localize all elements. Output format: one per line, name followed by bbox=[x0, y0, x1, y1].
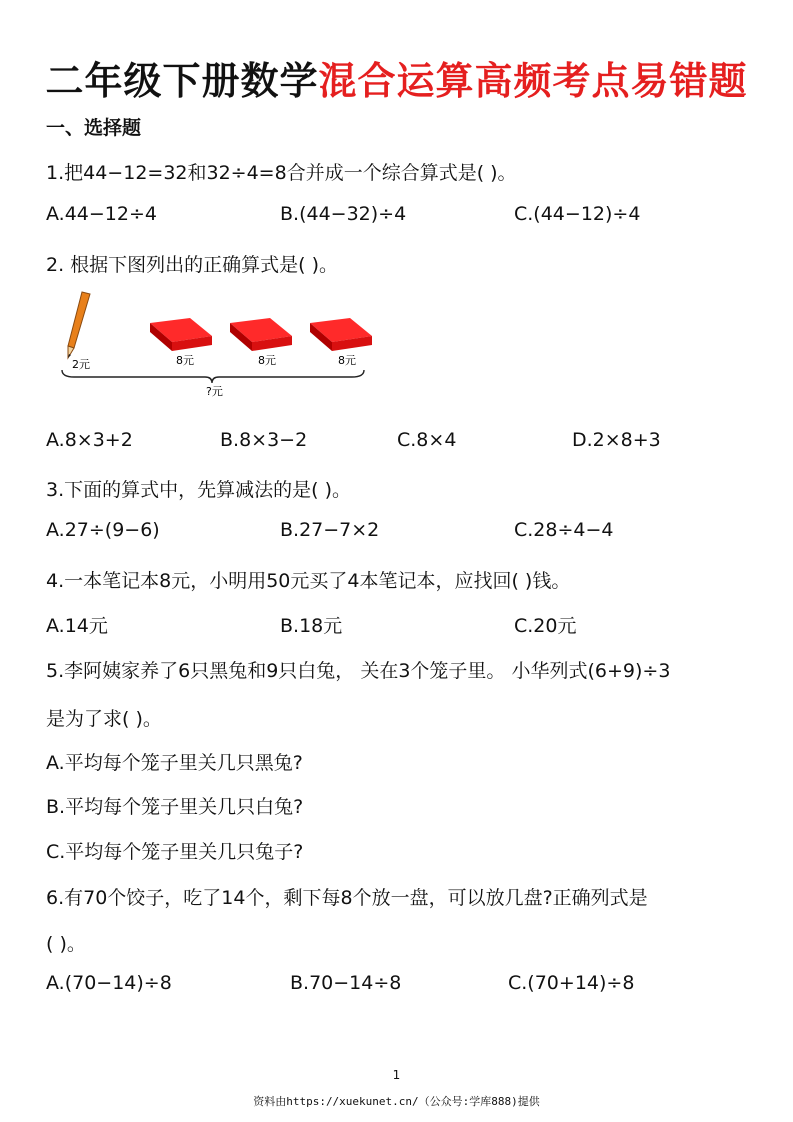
q3-stem: 3.下面的算式中，先算减法的是( )。 bbox=[46, 479, 351, 501]
pencil-icon bbox=[68, 292, 90, 358]
q2-option-a: A.8×3+2 bbox=[46, 429, 133, 451]
q1-option-a: A.44−12÷4 bbox=[46, 203, 157, 225]
q4-option-a: A.14元 bbox=[46, 615, 108, 637]
q4-stem: 4.一本笔记本8元，小明用50元买了4本笔记本，应找回( )钱。 bbox=[46, 570, 571, 592]
total-brace bbox=[62, 370, 364, 383]
q2-option-b: B.8×3−2 bbox=[220, 429, 308, 451]
q2-figure bbox=[60, 288, 380, 403]
q6-option-b: B.70−14÷8 bbox=[290, 972, 402, 994]
q2-stem: 2. 根据下图列出的正确算式是( )。 bbox=[46, 254, 339, 276]
footer-credit: 资料由https://xuekunet.cn/（公众号:学库888)提供 bbox=[253, 1095, 540, 1108]
book-price-1: 8元 bbox=[176, 354, 194, 367]
book-icon bbox=[310, 318, 372, 351]
book-icon bbox=[150, 318, 212, 351]
book-price-2: 8元 bbox=[258, 354, 276, 367]
page-title bbox=[0, 50, 793, 105]
total-price: ?元 bbox=[206, 385, 223, 398]
q4-option-c: C.20元 bbox=[514, 615, 577, 637]
q5-option-b: B.平均每个笼子里关几只白兔? bbox=[46, 796, 304, 818]
q6-option-c: C.(70+14)÷8 bbox=[508, 972, 635, 994]
q3-option-b: B.27−7×2 bbox=[280, 519, 380, 541]
title-black: 二年级下册数学 bbox=[45, 59, 319, 103]
q1-stem: 1.把44−12=32和32÷4=8合并成一个综合算式是( )。 bbox=[46, 162, 517, 184]
q4-option-b: B.18元 bbox=[280, 615, 343, 637]
q2-option-d: D.2×8+3 bbox=[572, 429, 661, 451]
q5-option-a: A.平均每个笼子里关几只黑兔? bbox=[46, 752, 303, 774]
page-number: 1 bbox=[392, 1068, 401, 1082]
q1-option-c: C.(44−12)÷4 bbox=[514, 203, 641, 225]
title-red: 混合运算高频考点易错题 bbox=[318, 59, 748, 103]
pencil-price: 2元 bbox=[72, 358, 90, 371]
section-heading: 一、选择题 bbox=[46, 117, 142, 139]
q6-stem-line1: 6.有70个饺子，吃了14个，剩下每8个放一盘，可以放几盘?正确列式是 bbox=[46, 887, 648, 909]
book-icon bbox=[230, 318, 292, 351]
q2-option-c: C.8×4 bbox=[397, 429, 457, 451]
q3-option-a: A.27÷(9−6) bbox=[46, 519, 160, 541]
q6-stem-line2: ( )。 bbox=[46, 933, 86, 955]
q5-stem-line1: 5.李阿姨家养了6只黑兔和9只白兔， 关在3个笼子里。 小华列式(6+9)÷3 bbox=[46, 660, 671, 682]
q5-option-c: C.平均每个笼子里关几只兔子? bbox=[46, 841, 304, 863]
q5-stem-line2: 是为了求( )。 bbox=[46, 708, 162, 730]
book-price-3: 8元 bbox=[338, 354, 356, 367]
q3-option-c: C.28÷4−4 bbox=[514, 519, 614, 541]
q6-option-a: A.(70−14)÷8 bbox=[46, 972, 172, 994]
q1-option-b: B.(44−32)÷4 bbox=[280, 203, 407, 225]
